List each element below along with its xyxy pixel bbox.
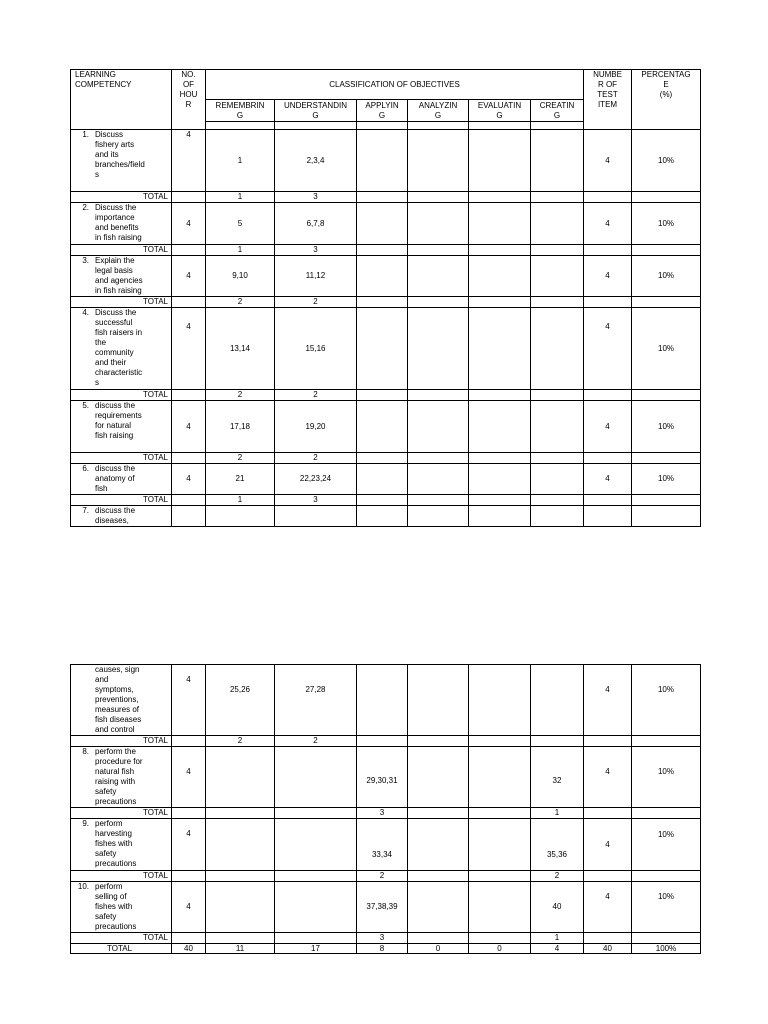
total-understanding: 2 [275, 297, 357, 308]
grand-total-analyzing: 0 [408, 944, 469, 954]
total-creating [531, 736, 584, 747]
competency-row [71, 819, 701, 871]
understanding-cell: 11,12 [275, 256, 357, 297]
total-hours-cell [172, 808, 206, 819]
total-evaluating [469, 808, 531, 819]
percentage-cell [632, 506, 701, 527]
total-analyzing [408, 808, 469, 819]
competency-number: 8. [82, 747, 89, 756]
competency-number: 2. [82, 203, 89, 212]
total-creating [531, 192, 584, 203]
competency-row [71, 401, 701, 453]
total-row [71, 297, 701, 308]
remembering-cell [206, 506, 275, 527]
total-row [71, 871, 701, 882]
total-applying [357, 297, 408, 308]
total-hours-cell [172, 453, 206, 464]
percentage-cell: 10% [632, 256, 701, 297]
total-items [584, 453, 632, 464]
remembering-cell: 9,10 [206, 256, 275, 297]
total-evaluating [469, 297, 531, 308]
total-row [71, 495, 701, 506]
header-percentage: PERCENTAG E (%) [632, 70, 701, 130]
header-evaluating: EVALUATIN G [469, 100, 531, 122]
total-label: TOTAL [71, 871, 172, 882]
total-creating [531, 390, 584, 401]
competency-row [71, 882, 701, 933]
total-row [71, 453, 701, 464]
total-percentage [632, 808, 701, 819]
total-evaluating [469, 453, 531, 464]
total-label: TOTAL [71, 495, 172, 506]
competency-number: 9. [82, 819, 89, 828]
grand-total-applying: 8 [357, 944, 408, 954]
analyzing-cell [408, 130, 469, 192]
grand-total-row [71, 944, 701, 954]
total-evaluating [469, 192, 531, 203]
remembering-cell: 13,14 [206, 308, 275, 390]
total-percentage [632, 297, 701, 308]
header-spacer [206, 122, 275, 130]
applying-cell: 33,34 [357, 819, 408, 871]
analyzing-cell [408, 464, 469, 495]
analyzing-cell [408, 203, 469, 245]
creating-cell: 40 [531, 882, 584, 933]
competency-cell [71, 256, 172, 297]
total-applying [357, 495, 408, 506]
total-hours-cell [172, 297, 206, 308]
header-spacer [357, 122, 408, 130]
remembering-cell: 25,26 [206, 665, 275, 736]
total-hours-cell [172, 245, 206, 256]
total-label: TOTAL [71, 933, 172, 944]
header-learning-competency: LEARNING COMPETENCY [71, 70, 172, 130]
hours-cell: 4 [172, 256, 206, 297]
total-items [584, 495, 632, 506]
creating-cell [531, 401, 584, 453]
total-creating: 1 [531, 933, 584, 944]
total-evaluating [469, 390, 531, 401]
applying-cell [357, 256, 408, 297]
grand-total-evaluating: 0 [469, 944, 531, 954]
applying-cell [357, 401, 408, 453]
evaluating-cell [469, 401, 531, 453]
evaluating-cell [469, 308, 531, 390]
total-understanding: 3 [275, 495, 357, 506]
total-analyzing [408, 245, 469, 256]
total-items [584, 808, 632, 819]
competency-cell [71, 308, 172, 390]
applying-cell [357, 506, 408, 527]
creating-cell: 35,36 [531, 819, 584, 871]
analyzing-cell [408, 819, 469, 871]
creating-cell [531, 203, 584, 245]
total-understanding [275, 808, 357, 819]
total-row [71, 245, 701, 256]
total-creating: 1 [531, 808, 584, 819]
total-label: TOTAL [71, 808, 172, 819]
competency-text: Explain the legal basis and agencies in fish raising [95, 256, 143, 295]
remembering-cell [206, 747, 275, 808]
total-items [584, 245, 632, 256]
understanding-cell [275, 819, 357, 871]
total-hours-cell [172, 390, 206, 401]
total-label: TOTAL [71, 192, 172, 203]
total-remembering: 1 [206, 245, 275, 256]
hours-cell: 4 [172, 464, 206, 495]
total-percentage [632, 245, 701, 256]
understanding-cell: 19,20 [275, 401, 357, 453]
creating-cell [531, 506, 584, 527]
evaluating-cell [469, 665, 531, 736]
understanding-cell: 6,7,8 [275, 203, 357, 245]
applying-cell [357, 665, 408, 736]
test-items-cell: 4 [584, 882, 632, 933]
total-percentage [632, 871, 701, 882]
percentage-cell: 10% [632, 747, 701, 808]
remembering-cell [206, 819, 275, 871]
competency-number: 10. [77, 882, 89, 891]
competency-row [71, 130, 701, 192]
test-items-cell: 4 [584, 665, 632, 736]
analyzing-cell [408, 747, 469, 808]
total-applying [357, 453, 408, 464]
analyzing-cell [408, 506, 469, 527]
competency-cell [71, 401, 172, 453]
header-creating: CREATIN G [531, 100, 584, 122]
total-label: TOTAL [71, 245, 172, 256]
total-label: TOTAL [71, 736, 172, 747]
percentage-cell: 10% [632, 308, 701, 390]
evaluating-cell [469, 130, 531, 192]
total-analyzing [408, 871, 469, 882]
header-understanding: UNDERSTANDIN G [275, 100, 357, 122]
creating-cell [531, 665, 584, 736]
competency-text: Discuss the successful fish raisers in the community and their characteristic s [95, 308, 143, 387]
understanding-cell: 27,28 [275, 665, 357, 736]
grand-total-remembering: 11 [206, 944, 275, 954]
hours-cell: 4 [172, 401, 206, 453]
total-percentage [632, 736, 701, 747]
competency-row [71, 308, 701, 390]
remembering-cell: 1 [206, 130, 275, 192]
total-applying [357, 736, 408, 747]
applying-cell [357, 130, 408, 192]
understanding-cell: 2,3,4 [275, 130, 357, 192]
total-row [71, 192, 701, 203]
total-applying [357, 192, 408, 203]
competency-text: causes, sign and symptoms, preventions, measures of fish diseases and control [95, 665, 142, 734]
total-remembering: 2 [206, 297, 275, 308]
total-analyzing [408, 192, 469, 203]
total-row [71, 808, 701, 819]
total-applying: 3 [357, 933, 408, 944]
analyzing-cell [408, 256, 469, 297]
competency-text: discuss the requirements for natural fish raising [95, 401, 142, 440]
creating-cell [531, 256, 584, 297]
competency-row [71, 665, 701, 736]
test-items-cell: 4 [584, 747, 632, 808]
total-remembering: 1 [206, 495, 275, 506]
header-applying: APPLYIN G [357, 100, 408, 122]
competency-cell [71, 819, 172, 871]
competency-text: discuss the anatomy of fish [95, 464, 136, 493]
tos-table-page-2 [70, 664, 701, 954]
remembering-cell: 21 [206, 464, 275, 495]
header-spacer [469, 122, 531, 130]
percentage-cell: 10% [632, 130, 701, 192]
grand-total-understanding: 17 [275, 944, 357, 954]
understanding-cell: 15,16 [275, 308, 357, 390]
competency-number: 4. [82, 308, 89, 317]
evaluating-cell [469, 256, 531, 297]
competency-number: 6. [82, 464, 89, 473]
percentage-cell: 10% [632, 882, 701, 933]
total-analyzing [408, 933, 469, 944]
total-remembering [206, 808, 275, 819]
hours-cell: 4 [172, 203, 206, 245]
analyzing-cell [408, 308, 469, 390]
total-evaluating [469, 933, 531, 944]
header-test-items: NUMBE R OF TEST ITEM [584, 70, 632, 130]
percentage-cell: 10% [632, 203, 701, 245]
evaluating-cell [469, 882, 531, 933]
header-spacer [408, 122, 469, 130]
header-remembering: REMEMBRIN G [206, 100, 275, 122]
understanding-cell: 22,23,24 [275, 464, 357, 495]
test-items-cell: 4 [584, 464, 632, 495]
creating-cell: 32 [531, 747, 584, 808]
total-hours-cell [172, 933, 206, 944]
total-remembering: 2 [206, 390, 275, 401]
competency-row [71, 506, 701, 527]
total-creating [531, 297, 584, 308]
remembering-cell [206, 882, 275, 933]
competency-cell [71, 203, 172, 245]
total-applying [357, 245, 408, 256]
competency-cell [71, 130, 172, 192]
total-items [584, 736, 632, 747]
total-percentage [632, 192, 701, 203]
creating-cell [531, 464, 584, 495]
competency-number: 3. [82, 256, 89, 265]
creating-cell [531, 130, 584, 192]
competency-cell [71, 506, 172, 527]
grand-total-creating: 4 [531, 944, 584, 954]
total-label: TOTAL [71, 297, 172, 308]
evaluating-cell [469, 506, 531, 527]
analyzing-cell [408, 665, 469, 736]
total-analyzing [408, 453, 469, 464]
total-remembering: 2 [206, 453, 275, 464]
total-understanding [275, 933, 357, 944]
total-evaluating [469, 245, 531, 256]
total-applying: 2 [357, 871, 408, 882]
grand-total-label: TOTAL [71, 944, 172, 954]
tos-table-page-1 [70, 69, 701, 527]
competency-text: perform harvesting fishes with safety precautions [95, 819, 137, 868]
total-remembering [206, 871, 275, 882]
total-items [584, 192, 632, 203]
percentage-cell: 10% [632, 665, 701, 736]
percentage-cell: 10% [632, 464, 701, 495]
total-hours-cell [172, 495, 206, 506]
total-items [584, 871, 632, 882]
test-items-cell: 4 [584, 256, 632, 297]
evaluating-cell [469, 464, 531, 495]
competency-row [71, 256, 701, 297]
total-understanding: 2 [275, 453, 357, 464]
total-percentage [632, 933, 701, 944]
total-creating [531, 453, 584, 464]
hours-cell: 4 [172, 747, 206, 808]
applying-cell [357, 308, 408, 390]
test-items-cell: 4 [584, 308, 632, 390]
competency-row [71, 203, 701, 245]
competency-number [75, 665, 95, 735]
hours-cell [172, 506, 206, 527]
hours-cell: 4 [172, 308, 206, 390]
competency-text: Discuss the importance and benefits in fish raising [95, 203, 142, 242]
test-items-cell: 4 [584, 401, 632, 453]
applying-cell [357, 203, 408, 245]
evaluating-cell [469, 203, 531, 245]
total-percentage [632, 390, 701, 401]
total-creating [531, 245, 584, 256]
total-applying: 3 [357, 808, 408, 819]
hours-cell: 4 [172, 819, 206, 871]
applying-cell: 29,30,31 [357, 747, 408, 808]
remembering-cell: 5 [206, 203, 275, 245]
competency-row [71, 747, 701, 808]
total-items [584, 933, 632, 944]
header-analyzing: ANALYZIN G [408, 100, 469, 122]
total-label: TOTAL [71, 390, 172, 401]
total-hours-cell [172, 871, 206, 882]
total-analyzing [408, 297, 469, 308]
competency-cell [71, 882, 172, 933]
hours-cell: 4 [172, 882, 206, 933]
total-understanding: 2 [275, 736, 357, 747]
applying-cell [357, 464, 408, 495]
understanding-cell [275, 506, 357, 527]
competency-text: perform selling of fishes with safety precautions [95, 882, 137, 931]
total-understanding: 3 [275, 245, 357, 256]
header-spacer [531, 122, 584, 130]
total-understanding: 3 [275, 192, 357, 203]
header-classification: CLASSIFICATION OF OBJECTIVES [206, 70, 584, 100]
percentage-cell: 10% [632, 819, 701, 871]
competency-row [71, 464, 701, 495]
total-remembering: 2 [206, 736, 275, 747]
evaluating-cell [469, 747, 531, 808]
total-analyzing [408, 736, 469, 747]
hours-cell: 4 [172, 130, 206, 192]
competency-cell [71, 464, 172, 495]
evaluating-cell [469, 819, 531, 871]
analyzing-cell [408, 401, 469, 453]
grand-total-hours: 40 [172, 944, 206, 954]
total-understanding: 2 [275, 390, 357, 401]
total-evaluating [469, 495, 531, 506]
total-creating: 2 [531, 871, 584, 882]
percentage-cell: 10% [632, 401, 701, 453]
hours-cell: 4 [172, 665, 206, 736]
total-remembering [206, 933, 275, 944]
competency-text: discuss the diseases, [95, 506, 136, 525]
total-row [71, 390, 701, 401]
total-hours-cell [172, 192, 206, 203]
total-evaluating [469, 736, 531, 747]
total-creating [531, 495, 584, 506]
understanding-cell [275, 747, 357, 808]
total-label: TOTAL [71, 453, 172, 464]
competency-number: 5. [82, 401, 89, 410]
total-evaluating [469, 871, 531, 882]
grand-total-percentage: 100% [632, 944, 701, 954]
total-understanding [275, 871, 357, 882]
total-percentage [632, 453, 701, 464]
analyzing-cell [408, 882, 469, 933]
total-analyzing [408, 390, 469, 401]
total-percentage [632, 495, 701, 506]
remembering-cell: 17,18 [206, 401, 275, 453]
total-remembering: 1 [206, 192, 275, 203]
grand-total-items: 40 [584, 944, 632, 954]
total-row [71, 736, 701, 747]
understanding-cell [275, 882, 357, 933]
total-items [584, 390, 632, 401]
competency-number: 1. [82, 130, 89, 139]
total-hours-cell [172, 736, 206, 747]
competency-cell [71, 747, 172, 808]
competency-text: perform the procedure for natural fish raising with safety precautions [95, 747, 143, 806]
creating-cell [531, 308, 584, 390]
header-spacer [275, 122, 357, 130]
competency-cell [71, 665, 172, 736]
total-applying [357, 390, 408, 401]
total-row [71, 933, 701, 944]
applying-cell: 37,38,39 [357, 882, 408, 933]
competency-text: Discuss fishery arts and its branches/field s [95, 130, 145, 179]
test-items-cell [584, 506, 632, 527]
test-items-cell: 4 [584, 819, 632, 871]
competency-number: 7. [82, 506, 89, 515]
total-analyzing [408, 495, 469, 506]
total-items [584, 297, 632, 308]
test-items-cell: 4 [584, 130, 632, 192]
header-hours: NO. OF HOU R [172, 70, 206, 130]
test-items-cell: 4 [584, 203, 632, 245]
